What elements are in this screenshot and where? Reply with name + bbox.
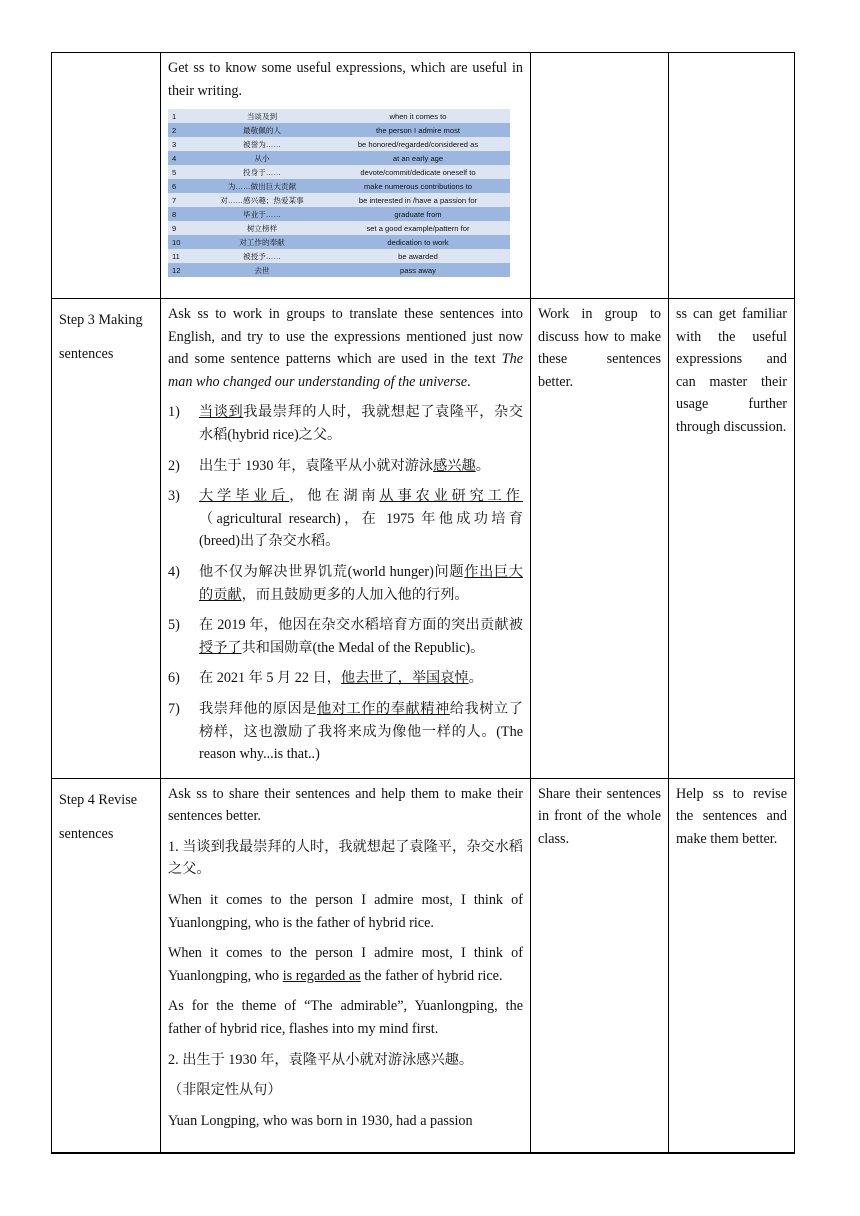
- step4-p5: As for the theme of “The admirable”, Yuanlongping, the father of hybrid rice, flashes into my mind first.: [168, 998, 523, 1038]
- step4-p4-underlined: is regarded as: [282, 967, 361, 984]
- expression-english: be awarded: [398, 251, 438, 261]
- item-text: 大学毕业后，他在湖南从事农业研究工作（agricultural research)，在 1975 年他成功培育(breed)出了杂交水稻。: [199, 488, 523, 550]
- purpose-cell-empty: [669, 53, 795, 299]
- item-number: 4): [168, 563, 180, 580]
- expression-number: 10: [172, 237, 181, 247]
- expression-row: [168, 137, 510, 151]
- expression-number: 8: [172, 209, 177, 219]
- expression-row: [168, 207, 510, 221]
- expression-chinese: 被誉为……: [243, 139, 281, 149]
- step4-teacher-cell: [161, 778, 531, 1153]
- item-text: 我崇拜他的原因是他对工作的奉献精神给我树立了榜样，这也激励了我将来成为像他一样的人。(The reason why...is that..): [199, 700, 523, 763]
- item-number: 1): [168, 404, 180, 421]
- step3-intro-title: The man who changed our understanding of the universe: [168, 351, 524, 390]
- expression-row: [168, 193, 510, 207]
- step3-student-cell: Work in group to discuss how to make these sentences better.: [531, 299, 669, 779]
- translation-item: [168, 485, 523, 553]
- expression-row: [168, 249, 510, 263]
- expression-chinese: 对……感兴趣；热爱某事: [220, 195, 304, 205]
- expression-chinese: 为……做出巨大贡献: [227, 181, 297, 191]
- student-activity-cell-empty: [531, 53, 669, 299]
- step4-p4: [168, 942, 523, 987]
- translation-item: [168, 401, 523, 446]
- step3-teacher-cell: [161, 299, 531, 779]
- expression-number: 2: [172, 125, 177, 135]
- item-number: 2): [168, 457, 180, 474]
- expression-row: [168, 235, 510, 249]
- translation-list: [168, 401, 523, 765]
- step3-label-cell: [52, 299, 161, 779]
- item-text: 当谈到我最崇拜的人时，我就想起了袁隆平，杂交水稻(hybrid rice)之父。: [199, 404, 523, 443]
- expression-number: 9: [172, 223, 177, 233]
- expressions-intro: Get ss to know some useful expressions, which are useful in their writing.: [168, 60, 523, 99]
- step3-label: Step 3 Making: [59, 312, 143, 328]
- step4-p4-a: When it comes to the person I admire most, I think of Yuanlongping, who: [168, 945, 523, 984]
- expression-chinese: 去世: [254, 265, 270, 275]
- step4-p1: Ask ss to share their sentences and help them to make their sentences better.: [168, 785, 523, 825]
- item-text: 他不仅为解决世界饥荒(world hunger)问题作出巨大的贡献，而且鼓励更多的人加入他的行列。: [199, 563, 523, 603]
- expression-english: the person I admire most: [376, 125, 460, 135]
- item-number: 5): [168, 617, 180, 634]
- expressions-image-table: [168, 109, 510, 277]
- expression-number: 11: [172, 251, 180, 261]
- expression-row: [168, 179, 510, 193]
- step4-p4-b: the father of hybrid rice.: [364, 967, 503, 984]
- expression-chinese: 被授予……: [243, 251, 281, 261]
- expression-row: [168, 221, 510, 235]
- step4-label-2: sentences: [59, 825, 114, 842]
- step4-label: Step 4 Revise: [59, 791, 138, 808]
- step3-intro-end: .: [467, 373, 471, 390]
- step4-p7: （非限定性从句）: [168, 1082, 282, 1099]
- expression-row: [168, 123, 510, 137]
- expression-english: graduate from: [394, 209, 442, 219]
- step3-label-2: sentences: [59, 346, 114, 362]
- translation-item: [168, 614, 523, 659]
- translation-item: [168, 455, 523, 478]
- expression-chinese: 从小: [254, 153, 270, 163]
- teacher-activity-cell: [161, 53, 531, 299]
- lesson-plan-table: [51, 52, 795, 1154]
- expression-number: 7: [172, 195, 177, 205]
- expression-row: [168, 151, 510, 165]
- item-text: 出生于 1930 年，袁隆平从小就对游泳感兴趣。: [199, 457, 490, 474]
- step-cell-empty: [52, 53, 161, 299]
- expression-number: 5: [172, 167, 177, 177]
- step3-purpose-cell: ss can get familiar with the useful expressions and can master their usage further through discussion.: [669, 299, 795, 779]
- translation-item: [168, 698, 523, 766]
- expression-english: make numerous contributions to: [363, 181, 473, 191]
- item-text: 在 2021 年 5 月 22 日，他去世了，举国哀悼。: [199, 670, 483, 687]
- row-step3: [52, 299, 795, 779]
- expression-row: [168, 263, 510, 277]
- item-number: 3): [168, 488, 180, 505]
- expression-row: [168, 109, 510, 123]
- row-step4: [52, 778, 795, 1153]
- expression-english: dedication to work: [387, 237, 449, 247]
- expression-row: [168, 165, 510, 179]
- step4-label-cell: [52, 778, 161, 1153]
- translation-item: [168, 667, 523, 690]
- expression-english: pass away: [400, 265, 436, 275]
- expression-number: 1: [172, 111, 177, 121]
- step4-student-cell: Share their sentences in front of the whole class.: [531, 778, 669, 1153]
- expression-number: 3: [172, 139, 177, 149]
- step3-intro-text: Ask ss to work in groups to translate these sentences into English, and try to use the expressions mentioned just now and some sentence patterns which are used in the text: [168, 306, 523, 368]
- expression-number: 12: [172, 265, 181, 275]
- expression-number: 6: [172, 181, 177, 191]
- row-expressions: [52, 53, 795, 299]
- item-text: 在 2019 年，他因在杂交水稻培育方面的突出贡献被授予了共和国勋章(the Medal of the Republic)。: [199, 617, 523, 656]
- expression-number: 4: [172, 153, 177, 163]
- translation-item: [168, 561, 523, 606]
- expression-chinese: 树立榜样: [246, 223, 278, 233]
- expression-english: be interested in /have a passion for: [358, 195, 478, 205]
- step4-p6: 2. 出生于 1930 年，袁隆平从小就对游泳感兴趣。: [168, 1051, 474, 1068]
- expression-english: when it comes to: [389, 111, 447, 121]
- step4-purpose-cell: Help ss to revise the sentences and make them better.: [669, 778, 795, 1153]
- expression-chinese: 投身于……: [243, 167, 281, 177]
- step3-intro: [168, 303, 523, 393]
- item-number: 6): [168, 670, 180, 687]
- expression-chinese: 毕业于……: [243, 209, 281, 219]
- item-number: 7): [168, 700, 180, 717]
- expression-chinese: 当谈及到: [246, 111, 278, 121]
- expression-chinese: 对工作的奉献: [239, 237, 285, 247]
- expression-english: be honored/regarded/considered as: [357, 139, 479, 149]
- step4-p2: 1. 当谈到我最崇拜的人时，我就想起了袁隆平，杂交水稻之父。: [168, 838, 523, 878]
- expression-english: set a good example/pattern for: [366, 223, 470, 233]
- expression-english: at an early age: [392, 153, 444, 163]
- expression-chinese: 最敬佩的人: [243, 125, 281, 135]
- step4-p3: When it comes to the person I admire most, I think of Yuanlongping, who is the father of hybrid rice.: [168, 892, 523, 931]
- step4-p8: Yuan Longping, who was born in 1930, had a passion: [168, 1112, 473, 1129]
- expression-english: devote/commit/dedicate oneself to: [360, 167, 476, 177]
